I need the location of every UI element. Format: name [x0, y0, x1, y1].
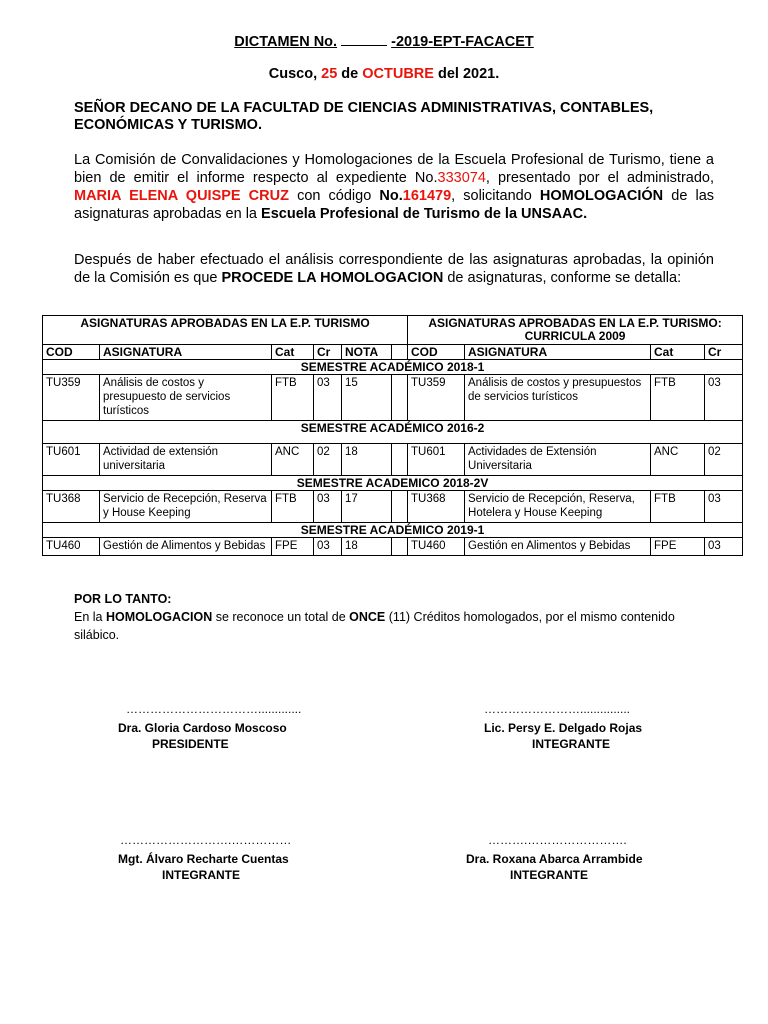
signature-block-member-2	[118, 832, 291, 883]
conclusion-text-3: (11) Créditos homologados, por el mismo contenido silábico.	[74, 610, 675, 642]
cell-asignatura: Servicio de Recepción, Reserva y House Keeping	[100, 491, 272, 523]
table-row	[43, 444, 743, 476]
cell-asignatura-2: Análisis de costos y presupuestos de servicios turísticos	[465, 375, 651, 421]
signature-line: ……………………...............	[484, 702, 631, 716]
cell-cod: TU359	[43, 375, 100, 421]
semester-row	[43, 360, 743, 375]
table-row	[43, 375, 743, 421]
signature-name: Dra. Gloria Cardoso Moscoso	[118, 721, 287, 735]
semester-title: SEMESTRE ACADÉMICO 2016-2	[43, 421, 743, 444]
student-code-label: No.	[379, 188, 403, 204]
semester-title: SEMESTRE ACADEMICO 2018-2V	[43, 476, 743, 491]
signature-role: INTEGRANTE	[532, 737, 610, 751]
signature-block-member-3	[466, 832, 643, 883]
signature-line: …………………………….............	[126, 702, 302, 716]
cell-cr-2: 02	[705, 444, 743, 476]
signature-line: ……………………….……………	[120, 833, 292, 847]
cell-cod: TU460	[43, 538, 100, 556]
homologation-table	[42, 315, 743, 556]
cell-nota: 15	[342, 375, 392, 421]
date-month: OCTUBRE	[362, 66, 434, 82]
signature-name: Mgt. Álvaro Recharte Cuentas	[118, 852, 289, 866]
col-cat: Cat	[272, 345, 314, 360]
conclusion	[74, 590, 714, 644]
cell-asignatura: Análisis de costos y presupuesto de servicios turísticos	[100, 375, 272, 421]
cell-cat: FTB	[272, 375, 314, 421]
paragraph-request	[74, 151, 714, 223]
dictamen-label: DICTAMEN No.	[234, 34, 338, 50]
left-group-header: ASIGNATURAS APROBADAS EN LA E.P. TURISMO	[43, 316, 408, 345]
col-asignatura: ASIGNATURA	[100, 345, 272, 360]
cell-asignatura: Gestión de Alimentos y Bebidas	[100, 538, 272, 556]
cell-cod-2: TU368	[408, 491, 465, 523]
col-cr-2: Cr	[705, 345, 743, 360]
col-spacer	[392, 345, 408, 360]
semester-title: SEMESTRE ACADÉMICO 2019-1	[43, 523, 743, 538]
table-row	[43, 538, 743, 556]
table-column-header	[43, 345, 743, 360]
cell-cat-2: ANC	[651, 444, 705, 476]
addressee: SEÑOR DECANO DE LA FACULTAD DE CIENCIAS ADMINISTRATIVAS, CONTABLES, ECONÓMICAS Y TURISMO.	[74, 100, 654, 133]
dictamen-blank	[341, 33, 387, 46]
cell-cat: FPE	[272, 538, 314, 556]
cell-cr-2: 03	[705, 538, 743, 556]
semester-row	[43, 523, 743, 538]
date-day: 25	[321, 66, 338, 82]
cell-cat-2: FPE	[651, 538, 705, 556]
cell-asignatura-2: Servicio de Recepción, Reserva, Hotelera y House Keeping	[465, 491, 651, 523]
conclusion-heading: POR LO TANTO:	[74, 592, 172, 606]
student-name: MARIA ELENA QUISPE CRUZ	[74, 188, 289, 204]
cell-cr: 03	[314, 375, 342, 421]
student-code: 161479	[402, 188, 452, 204]
cell-nota: 18	[342, 444, 392, 476]
cell-cod-2: TU460	[408, 538, 465, 556]
date-suffix: del 2021.	[437, 66, 500, 82]
conclusion-homologacion: HOMOLOGACION	[105, 610, 213, 624]
signature-name: Lic. Persy E. Delgado Rojas	[484, 721, 643, 735]
table-row	[43, 491, 743, 523]
date-de: de	[341, 66, 359, 82]
signature-block-member-1	[484, 701, 642, 752]
cell-asignatura-2: Actividades de Extensión Universitaria	[465, 444, 651, 476]
signature-block-president	[118, 701, 301, 752]
expediente-number: 333074	[437, 170, 486, 186]
semester-row	[43, 421, 743, 444]
cell-cat-2: FTB	[651, 491, 705, 523]
p2-text-1: Después de haber efectuado el análisis correspondiente de las asignaturas aprobadas, la opinión de la Comisión es que	[74, 252, 714, 286]
conclusion-text-2: se reconoce un total de	[215, 610, 346, 624]
p1-text-4: , solicitando	[451, 188, 532, 204]
cell-cr-2: 03	[705, 375, 743, 421]
p1-text-5: de las asignaturas aprobadas en la	[74, 188, 715, 222]
col-asignatura-2: ASIGNATURA	[465, 345, 651, 360]
cell-spacer	[392, 538, 408, 556]
signature-role: PRESIDENTE	[152, 737, 229, 751]
paragraph-opinion	[74, 251, 714, 287]
cell-cr-2: 03	[705, 491, 743, 523]
homologacion-word: HOMOLOGACIÓN	[539, 188, 664, 204]
conclusion-once: ONCE	[349, 610, 386, 624]
cell-cod-2: TU359	[408, 375, 465, 421]
cell-cod: TU601	[43, 444, 100, 476]
school-name: Escuela Profesional de Turismo de la UNSAAC.	[261, 206, 588, 222]
right-group-header: ASIGNATURAS APROBADAS EN LA E.P. TURISMO: CURRICULA 2009	[408, 316, 743, 345]
cell-cat: ANC	[272, 444, 314, 476]
cell-cr: 03	[314, 491, 342, 523]
col-cat-2: Cat	[651, 345, 705, 360]
signature-name: Dra. Roxana Abarca Arrambide	[466, 852, 643, 866]
p1-text-2: , presentado por el administrado,	[485, 170, 714, 186]
cell-asignatura-2: Gestión en Alimentos y Bebidas	[465, 538, 651, 556]
document-title	[0, 33, 768, 50]
cell-cod-2: TU601	[408, 444, 465, 476]
p2-text-2: de asignaturas, conforme se detalla:	[447, 270, 682, 286]
date-prefix: Cusco,	[268, 66, 318, 82]
cell-cod: TU368	[43, 491, 100, 523]
signature-line: ……….…………………….	[488, 833, 627, 847]
cell-cat-2: FTB	[651, 375, 705, 421]
conclusion-text-1: En la	[74, 610, 103, 624]
cell-cr: 02	[314, 444, 342, 476]
dictamen-number: -2019-EPT-FACACET	[391, 34, 534, 50]
p1-text-1: La Comisión de Convalidaciones y Homologaciones de la Escuela Profesional de Turismo, tiene a bien de emitir el informe respecto al expediente No.	[74, 152, 714, 186]
signature-role: INTEGRANTE	[510, 868, 588, 882]
cell-asignatura: Actividad de extensión universitaria	[100, 444, 272, 476]
semester-title: SEMESTRE ACADÉMICO 2018-1	[43, 360, 743, 375]
procede-statement: PROCEDE LA HOMOLOGACION	[221, 270, 444, 286]
col-nota: NOTA	[342, 345, 392, 360]
signature-role: INTEGRANTE	[162, 868, 240, 882]
document-date	[0, 66, 768, 82]
cell-cr: 03	[314, 538, 342, 556]
cell-spacer	[392, 444, 408, 476]
cell-cat: FTB	[272, 491, 314, 523]
semester-row	[43, 476, 743, 491]
cell-spacer	[392, 491, 408, 523]
conclusion-text	[74, 608, 714, 644]
p1-text-3: con código	[297, 188, 372, 204]
cell-nota: 17	[342, 491, 392, 523]
col-cod-2: COD	[408, 345, 465, 360]
col-cod: COD	[43, 345, 100, 360]
cell-spacer	[392, 375, 408, 421]
table-group-header	[43, 316, 743, 345]
cell-nota: 18	[342, 538, 392, 556]
col-cr: Cr	[314, 345, 342, 360]
